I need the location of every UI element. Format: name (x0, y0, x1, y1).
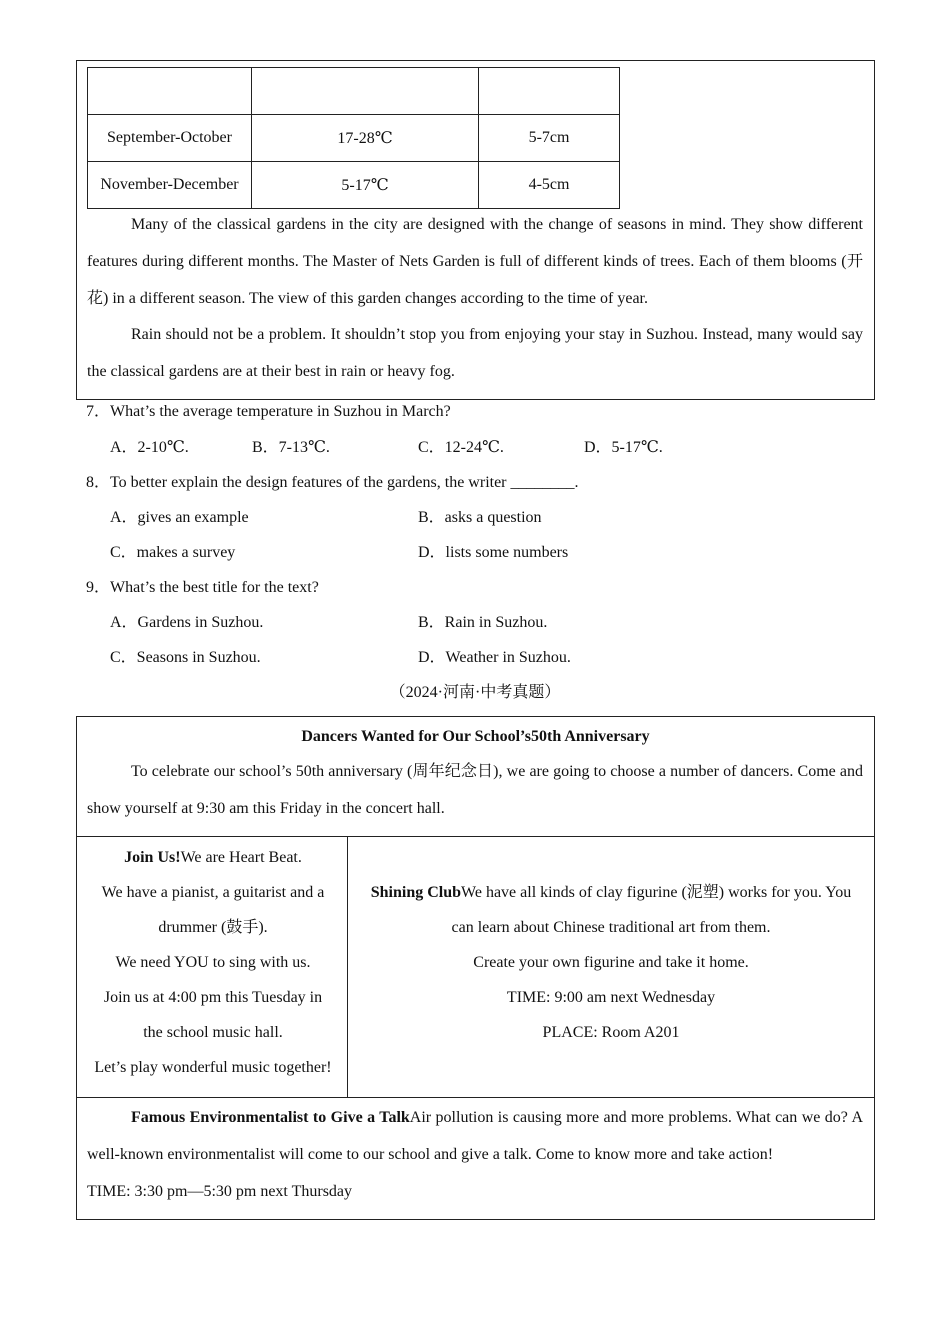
section-text: Air pollution is causing more and more problems. What can we do? A well-known environmentalist will come to our school and give a talk. Come to know more and take action! (87, 1109, 864, 1163)
answer-option[interactable]: C．makes a survey (110, 544, 236, 561)
section-text: PLACE: Room A201 (542, 1024, 680, 1041)
table-row (88, 68, 620, 115)
notice-box (76, 716, 875, 1220)
section-heading: Shining Club (370, 884, 462, 901)
table-cell: 5-7cm (479, 115, 620, 162)
divider (77, 836, 874, 837)
answer-option[interactable]: D．5-17℃. (584, 439, 663, 456)
section-text: We have all kinds of clay figurine (泥塑) works for you. You (461, 884, 852, 901)
answer-option[interactable]: D．lists some numbers (418, 544, 569, 561)
table-cell (88, 68, 252, 115)
answer-option[interactable]: B．7-13℃. (252, 439, 330, 456)
answer-option[interactable]: A．2-10℃. (110, 439, 189, 456)
table-cell: November-December (88, 162, 252, 209)
answer-option[interactable]: B．Rain in Suzhou. (418, 614, 548, 631)
question-stem: 9．What’s the best title for the text? (86, 579, 319, 596)
table-cell (252, 68, 479, 115)
passage-box (76, 60, 875, 400)
passage-paragraph: Many of the classical gardens in the city are designed with the change of seasons in mind. They show different features during different months. The Master of Nets Garden is full of different kinds of trees. Each of them blooms (开花) in a different season. The view of this garden changes according to the time of year. (87, 216, 863, 307)
answer-option[interactable]: D．Weather in Suzhou. (418, 649, 571, 666)
answer-option[interactable]: B．asks a question (418, 509, 542, 526)
section-text: the school music hall. (143, 1024, 283, 1041)
talk-time: TIME: 3:30 pm—5:30 pm next Thursday (87, 1183, 353, 1200)
talk-section (87, 1099, 863, 1173)
section-text: Join us at 4:00 pm this Tuesday in (103, 989, 323, 1006)
table-row (88, 162, 620, 209)
heart-beat-section (81, 840, 345, 1085)
question-stem: 7．What’s the average temperature in Suzhou in March? (86, 403, 451, 420)
section-text: We have a pianist, a guitarist and a (101, 884, 325, 901)
table-cell: 4-5cm (479, 162, 620, 209)
section-text: We are Heart Beat. (180, 849, 302, 866)
section-text: drummer (鼓手). (158, 919, 268, 936)
answer-option[interactable]: C．12-24℃. (418, 439, 504, 456)
source-label: （2024·河南·中考真题） (389, 684, 561, 701)
table-row (88, 115, 620, 162)
climate-table (87, 67, 620, 209)
section-text: Let’s play wonderful music together! (94, 1059, 332, 1076)
section-text: Create your own figurine and take it home. (473, 954, 749, 971)
divider (347, 837, 348, 1098)
table-cell: 17-28℃ (252, 115, 479, 162)
section-heading: Famous Environmentalist to Give a Talk (131, 1109, 410, 1126)
table-cell: September-October (88, 115, 252, 162)
table-cell: 5-17℃ (252, 162, 479, 209)
notice-body: To celebrate our school’s 50th anniversary (周年纪念日), we are going to choose a number of dancers. Come and show yourself at 9:30 am this Friday in the concert hall. (87, 763, 863, 817)
answer-option[interactable]: C．Seasons in Suzhou. (110, 649, 261, 666)
notice-title: Dancers Wanted for Our School’s50th Anniversary (301, 728, 650, 745)
section-text: can learn about Chinese traditional art from them. (451, 919, 771, 936)
question-stem: 8．To better explain the design features of the gardens, the writer ________. (86, 474, 579, 491)
table-cell (479, 68, 620, 115)
answer-option[interactable]: A．Gardens in Suzhou. (110, 614, 264, 631)
section-text: TIME: 9:00 am next Wednesday (506, 989, 716, 1006)
divider (77, 1097, 874, 1098)
section-heading: Join Us! (124, 849, 181, 866)
shining-club-section (353, 875, 869, 1050)
passage-paragraph: Rain should not be a problem. It shouldn’t stop you from enjoying your stay in Suzhou. Instead, many would say the classical gardens are at their best in rain or heavy fog. (87, 326, 863, 380)
section-text: We need YOU to sing with us. (115, 954, 311, 971)
answer-option[interactable]: A．gives an example (110, 509, 249, 526)
